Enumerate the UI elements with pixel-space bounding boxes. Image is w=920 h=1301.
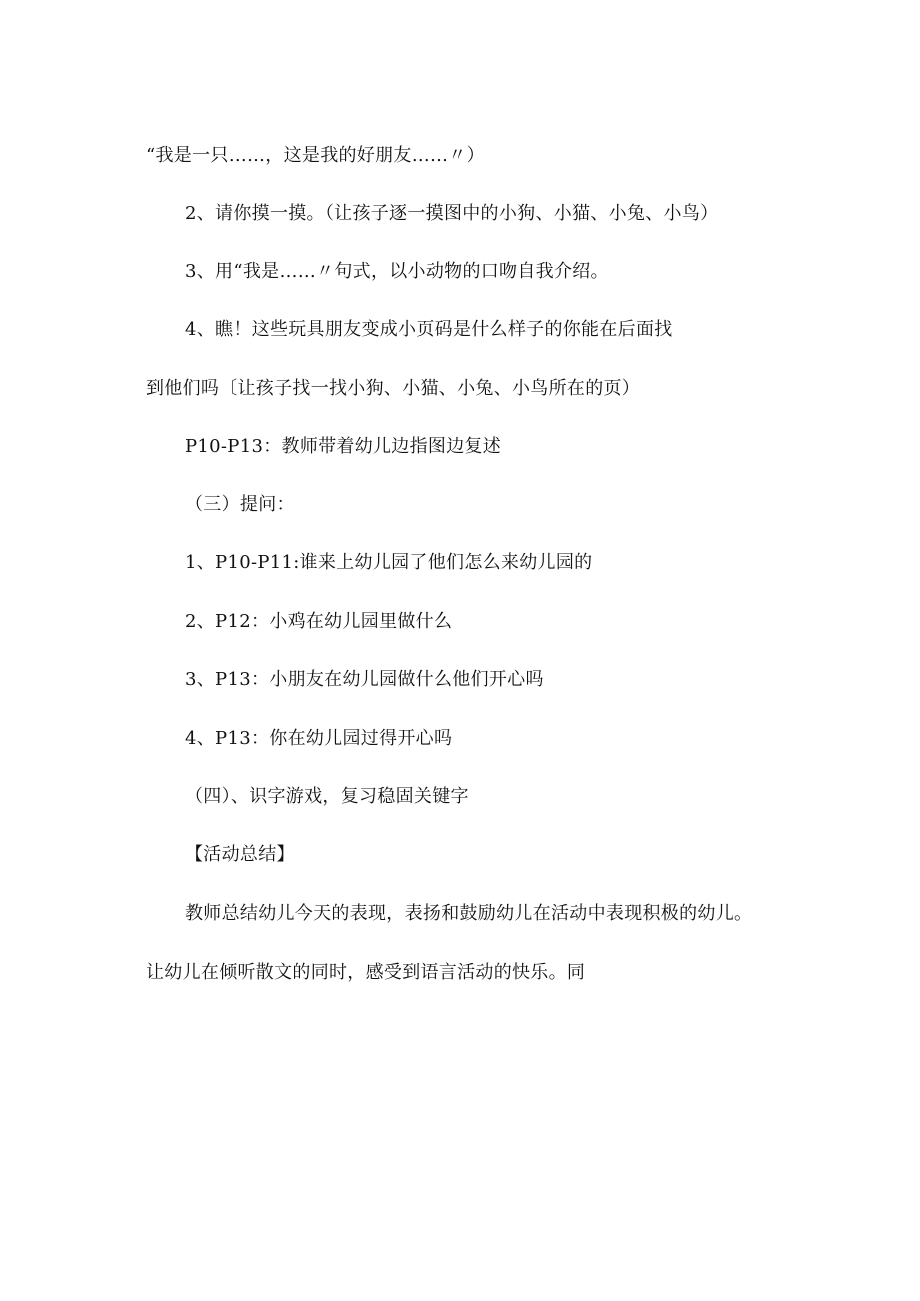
section-heading: （四）、识字游戏，复习稳固关键字 [185,786,469,807]
text-line: 到他们吗〔让孩子找一找小狗、小猫、小兔、小鸟所在的页） [146,378,641,399]
text-line: 让幼儿在倾听散文的同时，感受到语言活动的快乐。同 [146,962,586,983]
text-line: 3、用“我是……〃句式，以小动物的口吻自我介绍。 [185,261,609,282]
text-line: 1、P10-P11:谁来上幼儿园了他们怎么来幼儿园的 [185,552,593,573]
text-line: 3、P13：小朋友在幼儿园做什么他们开心吗 [185,669,544,690]
text-line: 2、请你摸一摸。（让孩子逐一摸图中的小狗、小猫、小兔、小鸟） [185,203,719,224]
section-heading: （三）提问： [185,494,295,515]
text-line: 2、P12：小鸡在幼儿园里做什么 [185,611,453,632]
text-line: 4、瞧！这些玩具朋友变成小页码是什么样子的你能在后面找 [185,319,673,340]
text-line: P10-P13：教师带着幼儿边指图边复述 [185,436,502,457]
text-line: “我是一只……，这是我的好朋友……〃） [146,145,485,166]
text-line: 4、P13：你在幼儿园过得开心吗 [185,728,453,749]
text-line: 教师总结幼儿今天的表现，表扬和鼓励幼儿在活动中表现积极的幼儿。 [185,903,753,924]
section-heading: 【活动总结】 [185,844,295,865]
